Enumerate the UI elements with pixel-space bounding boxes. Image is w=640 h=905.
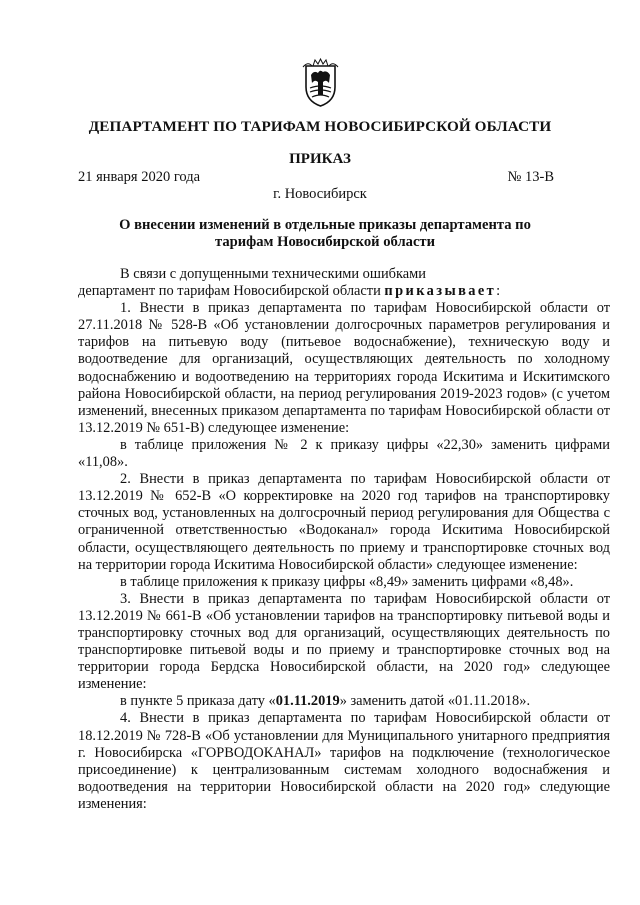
item-1-change: в таблице приложения № 2 к приказу цифры «22,30» заменить цифрами «11,08».: [78, 436, 610, 471]
preamble-colon: :: [496, 283, 501, 300]
item-3-change-before: в пункте 5 приказа дату «: [120, 693, 276, 710]
item-3-change-after: » заменить датой «01.11.2018».: [339, 693, 531, 710]
order-body: [78, 266, 610, 813]
coat-of-arms-icon: [299, 57, 342, 109]
item-2-text: 2. Внести в приказ департамента по тарифам Новосибирской области от 13.12.2019 № 652-В «О корректировке на 2020 год тарифов на транспортировку сточных вод, установленных на долгосрочный период регулирования для Общества с ограниченной ответственностью «Водоканал» города Искитима Новосибирской области, осуществляющего деятельность по приему и транспортировке сточных вод на территории города Искитима Новосибирской области» следующее изменение:: [78, 471, 610, 573]
item-4-text: 4. Внести в приказ департамента по тарифам Новосибирской области от 18.12.2019 № 728-В «Об установлении для Муниципального унитарного предприятия г. Новосибирска «ГОРВОДОКАНАЛ» тарифов на подключение (технологическое присоединение) к централизованным системам холодного водоснабжения и водоотведения на территории Новосибирской области на 2020 год» следующие изменения:: [78, 710, 610, 812]
preamble-order-line: [78, 283, 610, 300]
orders-word: приказывает: [384, 283, 497, 300]
preamble-line: В связи с допущенными техническими ошибками: [120, 266, 426, 282]
order-date: 21 января 2020 года: [78, 169, 201, 185]
item-3-text: 3. Внести в приказ департамента по тарифам Новосибирской области от 13.12.2019 № 661-В «Об установлении тарифов на транспортировку питьевой воды и транспортировку сточных вод для организаций, осуществляющих деятельность по транспортировке питьевой воды и по приему и транспортировке сточных вод на территории города Бердска Новосибирской области, на 2020 год» следующее изменение:: [78, 590, 610, 693]
document-type: ПРИКАЗ: [289, 151, 351, 167]
item-3-change: [78, 693, 610, 710]
item-1-text: 1. Внести в приказ департамента по тарифам Новосибирской области от 27.11.2018 № 528-В «Об установлении долгосрочных параметров регулирования и тарифов на питьевую воду (питьевое водоснабжение), техническую воду и водоотведение для организаций, осуществляющих деятельность по холодному водоснабжению и водоотведению на территориях города Искитима и Искитимского района Новосибирской области, на период регулирования 2019-2023 годов» (с учетом изменений, внесенных приказом департамента по тарифам Новосибирской области от 13.12.2019 № 651-В) следующее изменение:: [78, 300, 610, 436]
item-2-change: в таблице приложения к приказу цифры «8,49» заменить цифрами «8,48».: [120, 573, 574, 590]
item-3-old-date: 01.11.2019: [275, 693, 340, 710]
order-number: № 13-В: [507, 169, 554, 185]
department-title: ДЕПАРТАМЕНТ ПО ТАРИФАМ НОВОСИБИРСКОЙ ОБЛАСТИ: [88, 118, 552, 135]
order-subject: О внесении изменений в отдельные приказы департамента по тарифам Новосибирской области: [119, 217, 531, 250]
preamble-department: департамент по тарифам Новосибирской области: [78, 283, 381, 300]
order-city: г. Новосибирск: [273, 186, 367, 202]
